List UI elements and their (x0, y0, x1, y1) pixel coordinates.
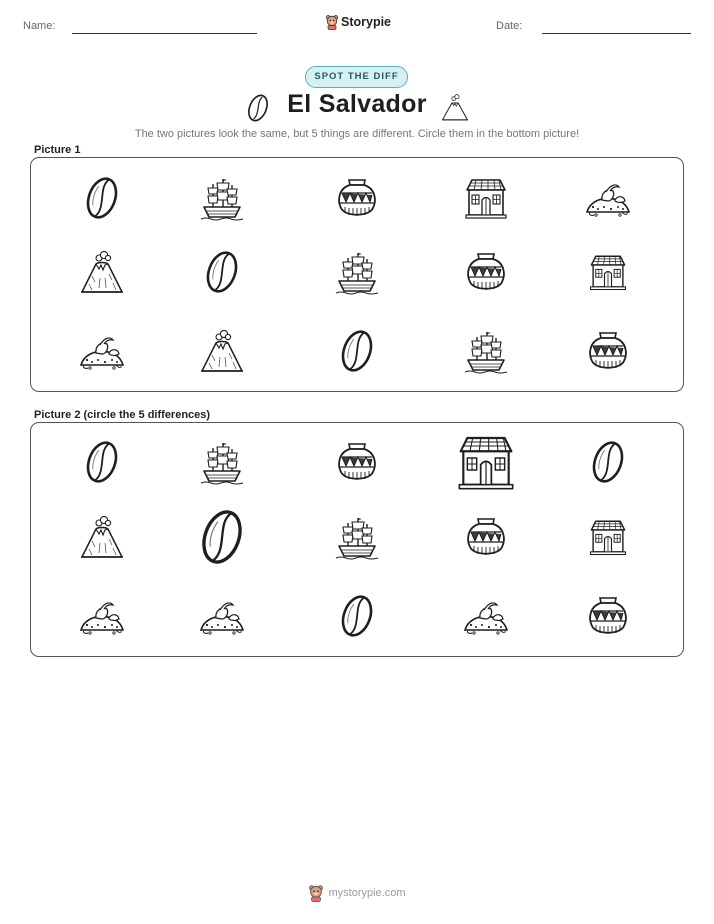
house-icon[interactable] (454, 430, 518, 494)
spot-the-diff-badge: SPOT THE DIFF (305, 66, 408, 88)
island-icon (78, 327, 126, 375)
bear-mascot-icon (308, 884, 324, 902)
volcano-icon (78, 248, 126, 296)
name-field[interactable] (72, 33, 257, 34)
volcano-icon (198, 327, 246, 375)
volcano-icon[interactable] (78, 513, 126, 561)
page-title: El Salvador (287, 90, 427, 118)
coffee-bean-icon[interactable] (584, 438, 632, 486)
ship-icon (333, 248, 381, 296)
picture-2-label: Picture 2 (circle the 5 differences) (34, 409, 211, 421)
island-icon[interactable] (198, 592, 246, 640)
title-row (0, 88, 714, 128)
pot-icon (333, 174, 381, 222)
pot-icon (462, 248, 510, 296)
ship-icon[interactable] (198, 438, 246, 486)
island-icon[interactable] (78, 592, 126, 640)
instructions: The two pictures look the same, but 5 things are different. Circle them in the bottom picture! (134, 128, 580, 140)
pot-icon[interactable] (462, 513, 510, 561)
coffee-bean-icon (78, 174, 126, 222)
pot-icon[interactable] (333, 438, 381, 486)
name-label: Name: (23, 20, 56, 32)
island-icon[interactable] (462, 592, 510, 640)
pot-icon[interactable] (584, 592, 632, 640)
brand-logo (325, 14, 391, 30)
volcano-icon (440, 90, 470, 131)
coffee-bean-icon (333, 327, 381, 375)
coffee-bean-icon[interactable] (78, 438, 126, 486)
coffee-bean-icon[interactable] (333, 592, 381, 640)
coffee-bean-icon (198, 248, 246, 296)
footer (0, 884, 714, 902)
house-icon (587, 251, 629, 293)
footer-link[interactable]: mystorypie.com (328, 887, 406, 899)
island-icon (584, 174, 632, 222)
pot-icon (584, 327, 632, 375)
coffee-bean-icon[interactable] (191, 506, 253, 568)
house-icon (462, 174, 510, 222)
ship-icon (198, 174, 246, 222)
bear-mascot-icon (325, 14, 339, 30)
house-icon[interactable] (587, 516, 629, 558)
picture-1-label: Picture 1 (34, 144, 81, 156)
date-label: Date: (496, 20, 523, 32)
date-field[interactable] (542, 33, 691, 34)
ship-icon[interactable] (333, 513, 381, 561)
brand-name: Storypie (341, 15, 392, 29)
ship-icon (462, 327, 510, 375)
